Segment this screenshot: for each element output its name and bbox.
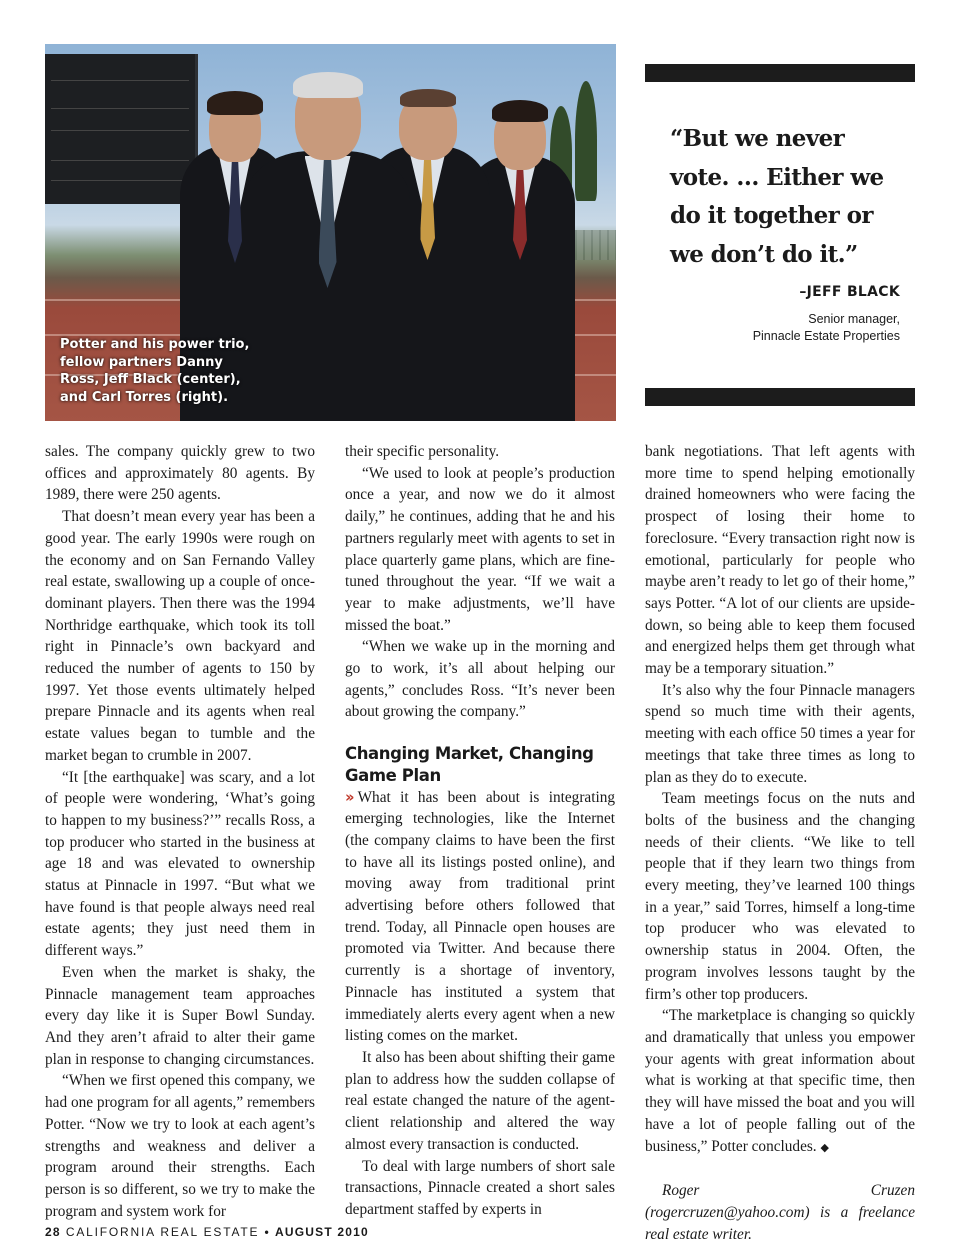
pull-quote: “But we never vote. … Either we do it together or we don’t do it.” xyxy=(670,125,884,268)
paragraph: sales. The company quickly grew to two offices and approximately 80 agents. By 1989, there were 250 agents. xyxy=(45,443,315,504)
author-title-line2: Pinnacle Estate Properties xyxy=(752,329,900,343)
author-title-line1: Senior manager, xyxy=(808,312,900,326)
article-column-1 xyxy=(45,441,315,1222)
page-number: 28 xyxy=(45,1225,61,1239)
article-column-3 xyxy=(645,441,915,1245)
end-mark-icon: ◆ xyxy=(820,1140,829,1154)
publication-name: CALIFORNIA REAL ESTATE xyxy=(65,1225,260,1239)
author-bio: Roger Cruzen (rogercruzen@yahoo.com) is a freelance real estate writer. xyxy=(645,1182,915,1243)
pull-quote-author: –JEFF BLACK xyxy=(799,284,900,300)
paragraph: That doesn’t mean every year has been a good year. The early 1990s were rough on the economy and on San Fernando Valley real estate, swallowing up a couple of once-dominant players. Then there was the 1994 Northridge earthquake, which took its toll right in Pinnacle’s own backyard and reduced the number of agents to 150 by 1997. Yet those events ultimately helped prepare Pinnacle and its agents when real estate values began to tumble and the market began to crumble in 2007. xyxy=(45,508,315,764)
section-heading: Changing Market, Changing Game Plan xyxy=(345,744,594,785)
pull-quote-bottom-rule xyxy=(645,388,915,406)
paragraph: “We used to look at people’s production once a year, and now we do it almost daily,” he continues, adding that he and his partners regularly meet with agents to set in place quarterly game plans, which are fine-tuned throughout the year. “If we wait a year to make adjustments, we’ll have missed the boat.” xyxy=(345,464,615,634)
pull-quote-top-rule xyxy=(645,64,915,82)
feature-photo xyxy=(45,44,616,421)
person-center xyxy=(245,76,410,421)
chevron-right-icon: ›› xyxy=(345,787,352,806)
paragraph: It’s also why the four Pinnacle managers spend so much time with their agents, meeting with each office 50 times a year for meetings that take three times as long to plan as they do to execute. xyxy=(645,681,915,786)
paragraph: “It [the earthquake] was scary, and a lot of people were wondering, ‘What’s going to happen to my business?’” recalls Ross, a top producer who started in the business at age 18 and was elevated to ownership status at Pinnacle in 1997. “But what we have found is that people always need real estate agents; they just need them in different ways.” xyxy=(45,768,315,960)
paragraph: “When we first opened this company, we had one program for all agents,” remembers Potter. “Now we try to look at each agent’s strengths and weakness and deliver a program around their strengths. Each person is so different, so we try to make the program and system work for xyxy=(45,1072,315,1220)
paragraph: bank negotiations. That left agents with more time to spend helping emotionally drained homeowners who were facing the prospect of losing their home to foreclosure. “Every transaction right now is emotional, particularly for people who maybe aren’t ready to let go of their home,” says Potter. “A lot of our clients are upside-down, so being able to keep them focused and energized helps them get through what may be a temporary situation.” xyxy=(645,443,915,678)
paragraph: It also has been about shifting their game plan to address how the sudden collapse of real estate changed the nature of the agent-client relationship and altered the way almost every transaction is conducted. xyxy=(345,1048,615,1153)
paragraph: their specific personality. xyxy=(345,443,500,460)
article-column-2 xyxy=(345,441,615,1221)
footer-separator: • xyxy=(264,1225,270,1239)
photo-caption: Potter and his power trio, fellow partners Danny Ross, Jeff Black (center), and Carl Torres (right). xyxy=(60,337,250,405)
paragraph: Team meetings focus on the nuts and bolts of the business and the changing needs of their clients. “We like to tell people that if they learn two things from every meeting, they’ve learned 100 things in a year,” said Torres, himself a long-time top producer who was elevated to ownership status in 2004. Often, the program involves lessons taught by the firm’s other top producers. xyxy=(645,790,915,1003)
paragraph xyxy=(345,787,615,1047)
paragraph-text: “The marketplace is changing so quickly and dramatically that unless you empower your agents with great information about what is working at that specific time, then they will have missed the boat and you will have a lot of people falling out of the business,” Potter concludes. xyxy=(645,1007,915,1155)
page-footer xyxy=(45,1225,369,1239)
scoreboard-graphic xyxy=(45,54,198,204)
paragraph-text: What it has been about is integrating emerging technologies, like the Internet (the company claims to have been the first to have all its listings posted online), and moving away from traditional print advertising before others followed that trend. Today, all Pinnacle open houses are promoted via Twitter. And because there currently is a shortage of inventory, Pinnacle has instituted a system that immediately alerts every agent when a new listing comes on the market. xyxy=(345,788,615,1045)
pull-quote-author-title xyxy=(753,311,900,345)
paragraph: “When we wake up in the morning and go to work, it’s all about helping our agents,” concludes Ross. “It’s never been about growing the company.” xyxy=(345,638,615,721)
paragraph xyxy=(645,1005,915,1158)
paragraph: To deal with large numbers of short sale transactions, Pinnacle created a short sales department staffed by experts in xyxy=(345,1157,615,1218)
paragraph: Even when the market is shaky, the Pinnacle management team approaches every day like it is Super Bowl Sunday. And they aren’t afraid to alter their game plan in response to changing circumstances. xyxy=(45,963,315,1068)
issue-date: AUGUST 2010 xyxy=(275,1225,369,1239)
